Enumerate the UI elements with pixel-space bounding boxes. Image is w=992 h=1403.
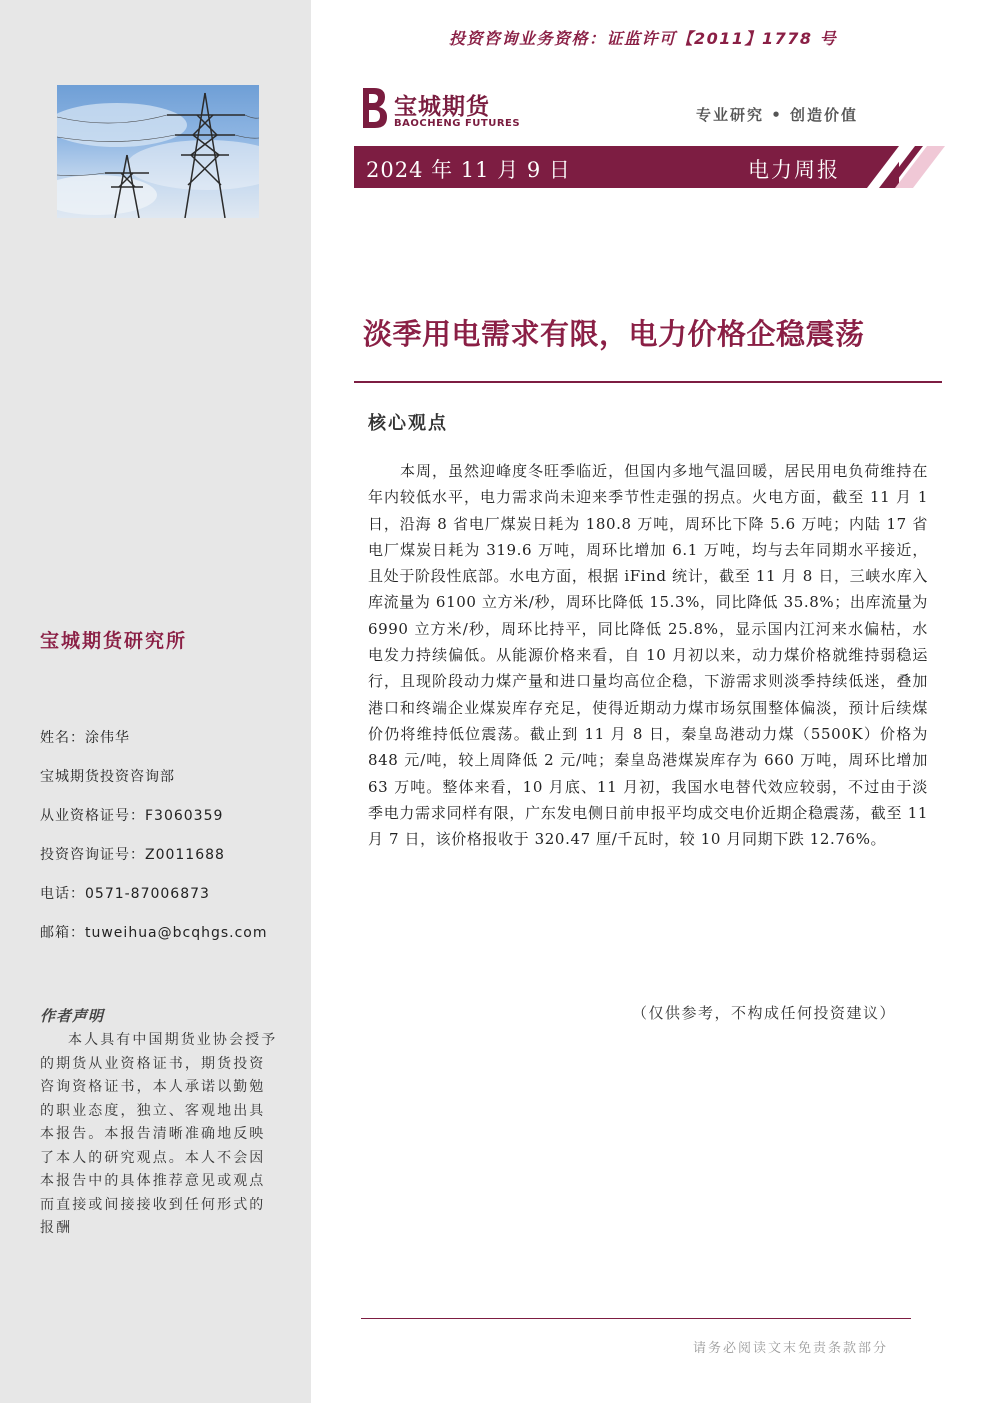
qualification-number: 从业资格证号：F3060359 [40,808,224,824]
logo-mark-icon [357,86,389,130]
report-headline: 淡季用电需求有限，电力价格企稳震荡 [363,317,865,351]
advisory-number: 投资咨询证号：Z0011688 [40,847,225,863]
core-view-body: 本周，虽然迎峰度冬旺季临近，但国内多地气温回暖，居民用电负荷维持在年内较低水平，电力需求尚未迎来季节性走强的拐点。火电方面，截至 11 月 1 日，沿海 8 省电厂煤炭日耗为 180.8 万吨，周环比下降 5.6 万吨；内陆 17 省电厂煤炭日耗为 319.6 万吨，周环比增加 6.1 万吨，均与去年同期水平接近，且处于阶段性底部。水电方面，根据 iFind 统计，截至 11 月 8 日，三峡水库入库流量为 6100 立方米/秒，周环比降低 15.3%，同比降低 35.8%；出库流量为 6990 立方米/秒，周环比持平，同比降低 25.8%，显示国内江河来水偏枯，水电发力持续偏低。从能源价格来看，自 10 月初以来，动力煤价格就维持弱稳运行，且现阶段动力煤产量和进口量均高位企稳，下游需求则淡季持续低迷，叠加港口和终端企业煤炭库存充足，使得近期动力煤市场氛围整体偏淡，预计后续煤价仍将维持低位震荡。截止到 11 月 8 日，秦皇岛港动力煤（5500K）价格为 848 元/吨，较上周降低 2 元/吨；秦皇岛港煤炭库存为 660 万吨，周环比增加 63 万吨。整体来看，10 月底、11 月初，我国水电替代效应较弱，不过由于淡季电力需求同样有限，广东发电侧日前申报平均成交电价近期企稳震荡，截至 11 月 7 日，该价格报收于 320.47 厘/千瓦时，较 10 月同期下跌 12.76%。 [368,462,928,849]
logo-english-name: BAOCHENG FUTURES [394,118,521,129]
footer-note: 请务必阅读文末免责条款部分 [693,1341,889,1356]
author-name: 姓名：涂伟华 [40,730,130,746]
author-department: 宝城期货投资咨询部 [40,769,175,785]
author-declaration-body: 本人具有中国期货业协会授予的期货从业资格证书，期货投资咨询资格证书，本人承诺以勤勉的职业态度，独立、客观地出具本报告。本报告清晰准确地反映了本人的研究观点。本人不会因本报告中的具体推荐意见或观点而直接或间接接收到任何形式的报酬 [40,1032,278,1236]
report-date: 2024 年 11 月 9 日 [366,158,571,182]
report-type: 电力周报 [748,158,840,182]
license-text: 投资咨询业务资格：证监许可【2011】1778 号 [449,29,838,48]
phone-number: 电话：0571-87006873 [40,886,210,902]
slogan: 专业研究 • 创造价值 [696,106,859,124]
investment-disclaimer: （仅供参考，不构成任何投资建议） [632,1004,897,1022]
banner-stripes-decoration [855,146,945,188]
institute-name: 宝城期货研究所 [40,630,188,652]
company-logo [357,86,522,132]
headline-divider [354,381,942,383]
email-address[interactable]: 邮箱：tuweihua@bcqhgs.com [40,925,268,941]
author-declaration-title: 作者声明 [40,1007,105,1025]
core-view-title: 核心观点 [368,413,448,434]
logo-chinese-name: 宝城期货 [394,93,490,120]
power-tower-photo [57,85,259,218]
footer-divider [361,1318,911,1319]
